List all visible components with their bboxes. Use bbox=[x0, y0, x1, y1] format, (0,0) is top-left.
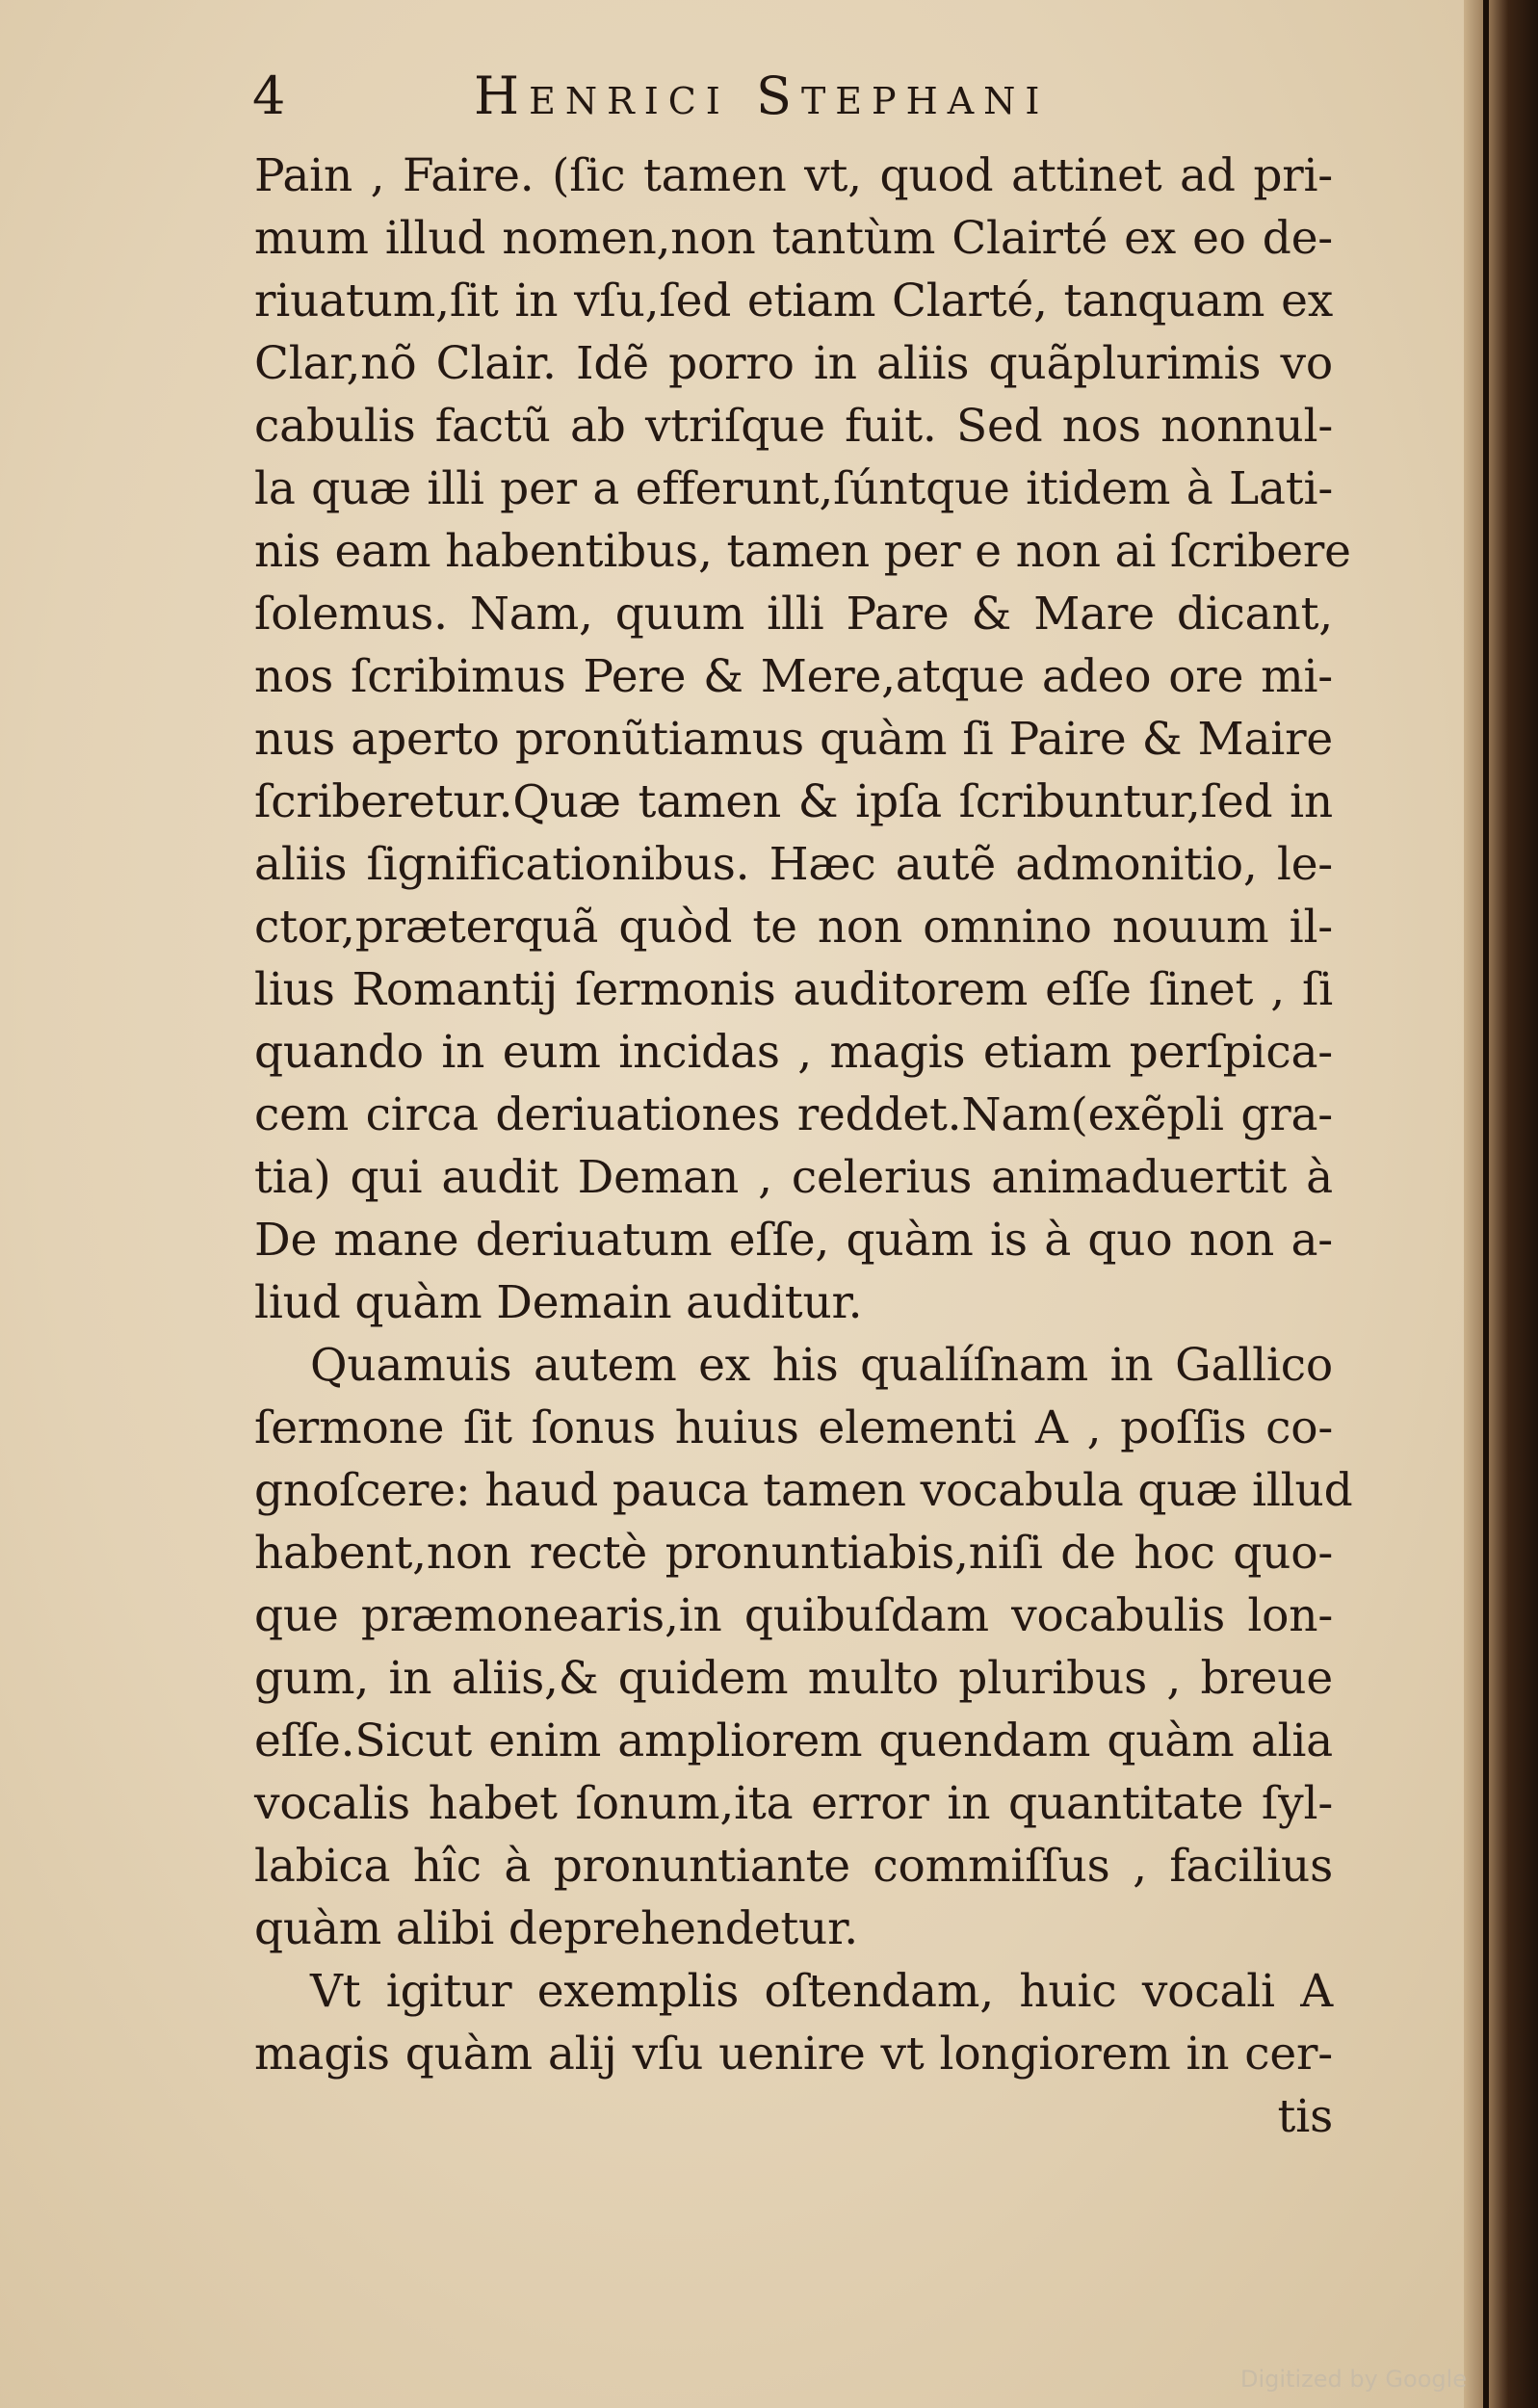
text-line: labica hîc à pronuntiante commiſſus , facilius bbox=[254, 1840, 1333, 1893]
text-line: lius Romantij ſermonis auditorem eſſe ſinet , ſi bbox=[254, 963, 1333, 1016]
text-line: ſcriberetur.Quæ tamen & ipſa ſcribuntur,ſed in bbox=[254, 775, 1333, 828]
text-line: gum, in aliis,& quidem multo pluribus , breue bbox=[254, 1652, 1333, 1705]
text-line: ſermone ſit ſonus huius elementi A , poſſis co- bbox=[254, 1401, 1333, 1454]
text-line: nus aperto pronũtiamus quàm ſi Paire & Maire bbox=[254, 713, 1333, 766]
text-line: nis eam habentibus, tamen per e non ai ſcribere bbox=[254, 525, 1351, 578]
text-line: gnoſcere: haud pauca tamen vocabula quæ illud bbox=[254, 1464, 1353, 1517]
page-number: 4 bbox=[252, 65, 288, 126]
text-line: vocalis habet ſonum,ita error in quantitate ſyl- bbox=[254, 1777, 1333, 1830]
text-line: tia) qui audit Deman , celerius animaduertit à bbox=[254, 1151, 1333, 1204]
text-line: magis quàm alij vſu uenire vt longiorem in cer- bbox=[254, 2028, 1333, 2081]
text-line: riuatum,ſit in vſu,ſed etiam Clarté, tanquam ex bbox=[254, 275, 1333, 327]
text-line: mum illud nomen,non tantùm Clairté ex eo de- bbox=[254, 212, 1333, 265]
text-line: Clar,nõ Clair. Idẽ porro in aliis quãplurimis vo bbox=[254, 337, 1333, 390]
text-line: quando in eum incidas , magis etiam perſpica- bbox=[254, 1026, 1333, 1079]
text-line: la quæ illi per a efferunt,ſúntque itidem à Lati- bbox=[254, 462, 1333, 515]
text-line: eſſe.Sicut enim ampliorem quendam quàm alia bbox=[254, 1714, 1333, 1767]
text-line: quàm alibi deprehendetur. bbox=[254, 1902, 858, 1955]
text-line: Pain , Faire. (ſic tamen vt, quod attinet ad pri- bbox=[254, 149, 1333, 202]
text-line: Quamuis autem ex his qualíſnam in Gallico bbox=[310, 1339, 1333, 1392]
text-line: cabulis factũ ab vtriſque fuit. Sed nos nonnul- bbox=[254, 400, 1333, 453]
text-line: Vt igitur exemplis oſtendam, huic vocali A bbox=[310, 1965, 1333, 2018]
text-line: liud quàm Demain auditur. bbox=[254, 1276, 863, 1329]
book-spine-edge bbox=[1464, 0, 1538, 2408]
body-text bbox=[254, 144, 1353, 2148]
digitization-watermark: Digitized by Google bbox=[1240, 2366, 1468, 2393]
catchword: tis bbox=[1277, 2090, 1333, 2143]
text-line: habent,non rectè pronuntiabis,niſi de hoc quo- bbox=[254, 1527, 1333, 1580]
text-line: que præmonearis,in quibuſdam vocabulis lon- bbox=[254, 1589, 1333, 1642]
running-title: Henrici Stephani bbox=[474, 65, 1050, 126]
text-line: ſolemus. Nam, quum illi Pare & Mare dicant, bbox=[254, 588, 1333, 641]
text-line: cem circa deriuationes reddet.Nam(exẽpli gra- bbox=[254, 1088, 1333, 1141]
text-line: ctor,præterquã quòd te non omnino nouum il- bbox=[254, 901, 1333, 954]
book-gutter-shadow bbox=[1483, 0, 1489, 2408]
text-line: De mane deriuatum eſſe, quàm is à quo non a- bbox=[254, 1214, 1333, 1267]
text-line: nos ſcribimus Pere & Mere,atque adeo ore mi- bbox=[254, 650, 1333, 703]
text-line: aliis ſignificationibus. Hæc autẽ admonitio, le- bbox=[254, 838, 1333, 891]
running-head bbox=[252, 65, 1215, 133]
